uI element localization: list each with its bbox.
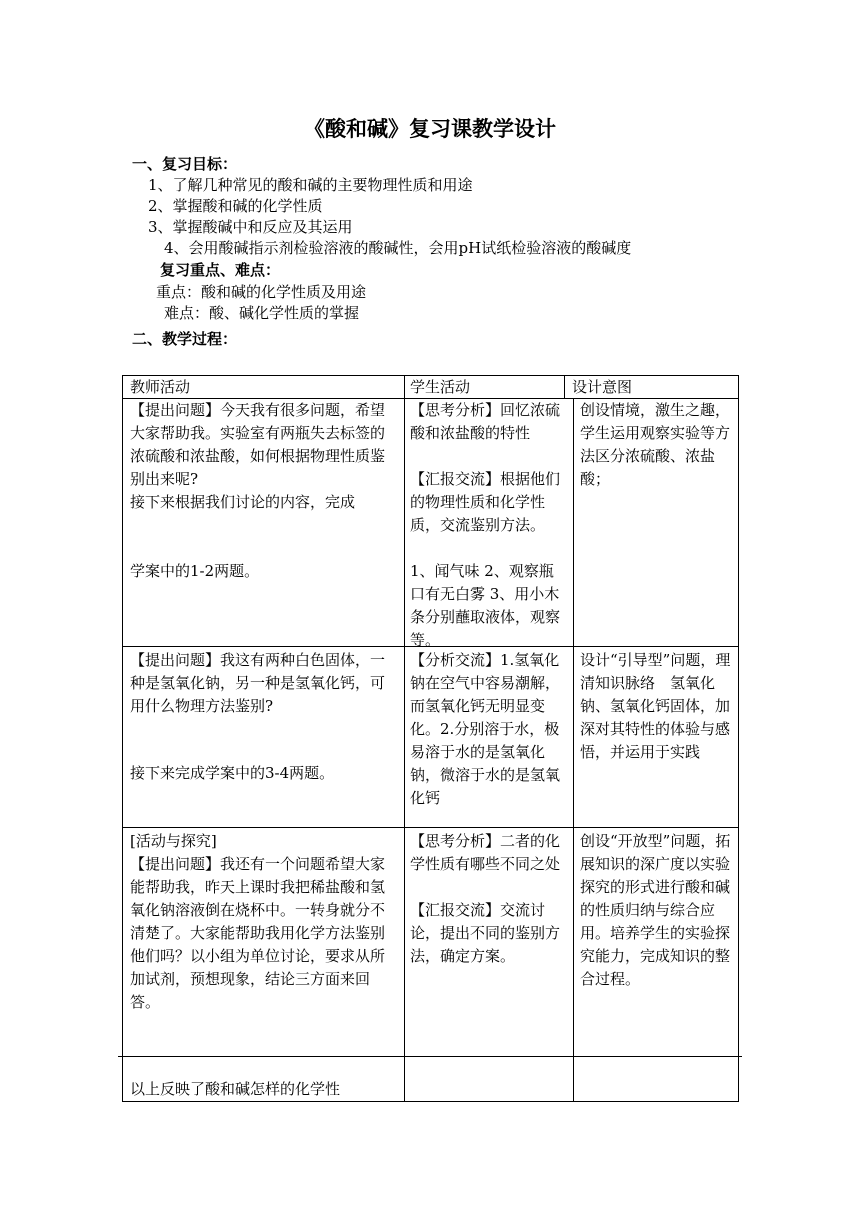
goal-item-1: 1、了解几种常见的酸和碱的主要物理性质和用途 (148, 176, 473, 194)
row1-teacher-task: 学案中的1-2两题。 (130, 562, 260, 580)
row1-student-think: 【思考分析】回忆浓硫酸和浓盐酸的特性 (410, 401, 561, 442)
row3-intent: 创设“开放型”问题，拓展知识的深广度以实验探究的形式进行酸和碱的性质归纳与综合应用。培养学生的实验探究能力，完成知识的整合过程。 (580, 832, 731, 988)
difficulty: 难点：酸、碱化学性质的掌握 (164, 304, 360, 322)
row2-student-analysis: 【分析交流】1.氢氧化钠在空气中容易潮解，而氢氧化钙无明显变化。2.分别溶于水，极易溶于水的是氢氧化钠，微溶于水的是氢氧化钙 (410, 651, 561, 807)
goal-item-2: 2、掌握酸和碱的化学性质 (148, 197, 323, 215)
row1-student-methods: 1、闻气味 2、观察瓶口有无白雾 3、用小木条分别蘸取液体，观察等。 (410, 562, 561, 649)
row2-intent: 设计“引导型”问题，理清知识脉络 氢氧化钠、氢氧化钙固体，加深对其特性的体验与感悟，并运用于实践 (580, 651, 731, 761)
goals-heading: 一、复习目标： (132, 155, 238, 173)
goal-item-4: 4、会用酸碱指示剂检验溶液的酸碱性，会用pH试纸检验溶液的酸碱度 (164, 239, 632, 257)
key-point: 重点：酸和碱的化学性质及用途 (156, 283, 367, 301)
focus-heading: 复习重点、难点： (160, 261, 281, 279)
page-title: 《酸和碱》复习课教学设计 (304, 116, 556, 141)
row1-student-report: 【汇报交流】根据他们的物理性质和化学性质，交流鉴别方法。 (410, 470, 561, 534)
row3-teacher-question: 【提出问题】我还有一个问题希望大家能帮助我，昨天上课时我把稀盐酸和氢氧化钠溶液倒在烧杯中。一转身就分不清楚了。大家能帮助我用化学方法鉴别他们吗？以小组为单位讨论，要求从所加试剂，预想现象，结论三方面来回答。 (130, 855, 386, 1011)
header-intent: 设计意图 (572, 378, 633, 396)
row2-teacher-task: 接下来完成学案中的3-4两题。 (130, 764, 335, 782)
row2-teacher-question: 【提出问题】我这有两种白色固体，一种是氢氧化钠，另一种是氢氧化钙，可用什么物理方法鉴别? (130, 651, 386, 715)
row1-teacher-instruction: 接下来根据我们讨论的内容，完成 (130, 493, 356, 511)
row3-teacher-label: [活动与探究] (130, 832, 217, 850)
row1-intent: 创设情境，激生之趣，学生运用观察实验等方法区分浓硫酸、浓盐酸； (580, 401, 731, 488)
header-teacher: 教师活动 (130, 378, 191, 396)
row3-student-think: 【思考分析】二者的化学性质有哪些不同之处 (410, 832, 561, 873)
row1-teacher-question: 【提出问题】今天我有很多问题，希望大家帮助我。实验室有两瓶失去标签的浓硫酸和浓盐酸，如何根据物理性质鉴别出来呢? (130, 401, 386, 488)
row3-student-report: 【汇报交流】交流讨论，提出不同的鉴别方法，确定方案。 (410, 901, 561, 965)
row4-teacher-question: 以上反映了酸和碱怎样的化学性 (130, 1080, 341, 1098)
header-student: 学生活动 (410, 378, 471, 396)
goal-item-3: 3、掌握酸碱中和反应及其运用 (148, 218, 353, 236)
process-heading: 二、教学过程： (132, 330, 238, 348)
